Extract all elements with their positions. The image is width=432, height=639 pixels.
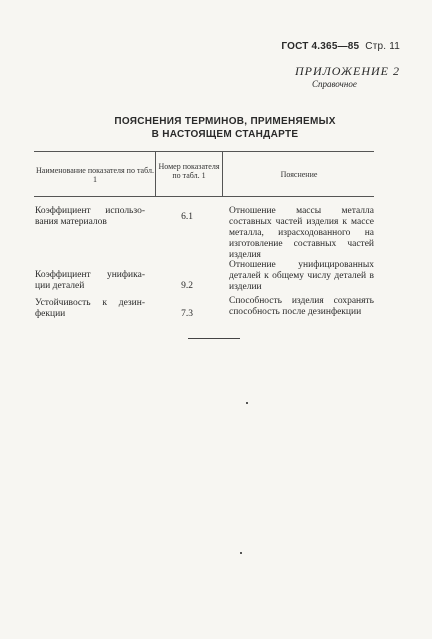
table-row-explanation: Отношение массы металла составных частей изделия к массе металла, израсходованного на изготовление составных частей изделия bbox=[229, 206, 374, 260]
table-row-number: 9.2 bbox=[181, 281, 193, 291]
column-header-name: Наименование показателя по табл. 1 bbox=[36, 166, 154, 184]
table-row-name-line: Устойчивость к дезин- bbox=[35, 298, 145, 308]
table-row-name-line: Коэффициент использо- bbox=[35, 206, 145, 216]
table-row-name-line: вания материалов bbox=[35, 217, 107, 227]
table-end-rule bbox=[188, 338, 240, 339]
table-row-number: 6.1 bbox=[181, 212, 193, 222]
column-header-number: Номер показателя по табл. 1 bbox=[158, 162, 220, 180]
document-title-line1: ПОЯСНЕНИЯ ТЕРМИНОВ, ПРИМЕНЯЕМЫХ bbox=[114, 116, 336, 127]
table-row-number: 7.3 bbox=[181, 309, 193, 319]
table-column-divider bbox=[222, 151, 223, 196]
table-column-divider bbox=[155, 151, 156, 196]
scan-speck bbox=[246, 402, 248, 404]
table-row-name-line: фекции bbox=[35, 309, 66, 319]
table-row-name-line: Коэффициент унифика- bbox=[35, 270, 145, 280]
appendix-subtitle: Справочное bbox=[312, 79, 357, 89]
column-header-explanation: Пояснение bbox=[280, 170, 318, 179]
table-top-rule bbox=[34, 151, 374, 152]
table-row-explanation: Отношение унифицированных деталей к общему числу деталей в изделии bbox=[229, 260, 374, 292]
table-row-explanation: Способность изделия сохранять способность после дезинфекции bbox=[229, 296, 374, 317]
table-header-rule bbox=[34, 196, 374, 197]
scan-speck bbox=[240, 552, 242, 554]
page-number: Стр. 11 bbox=[365, 41, 400, 52]
table-row-name-line: ции деталей bbox=[35, 281, 85, 291]
standard-code: ГОСТ 4.365—85 bbox=[281, 41, 360, 52]
appendix-title: ПРИЛОЖЕНИЕ 2 bbox=[295, 64, 400, 78]
document-title-line2: В НАСТОЯЩЕМ СТАНДАРТЕ bbox=[151, 129, 299, 140]
document-title bbox=[60, 115, 390, 141]
page-header bbox=[281, 41, 400, 52]
